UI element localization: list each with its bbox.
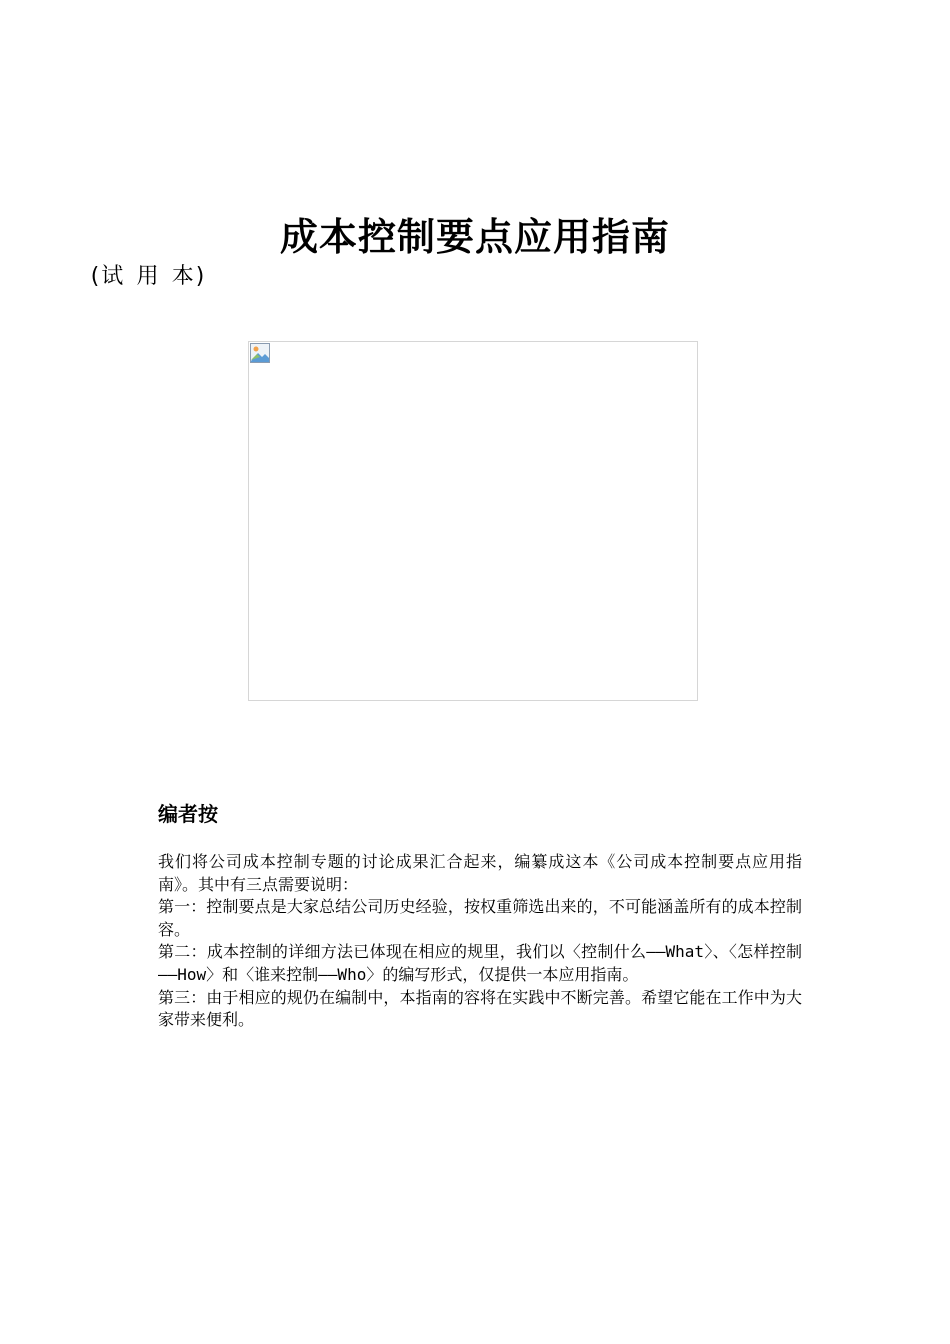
document-subtitle: (试 用 本) — [88, 264, 207, 289]
paragraph: 第一：控制要点是大家总结公司历史经验，按权重筛选出来的，不可能涵盖所有的成本控制容。 — [158, 897, 802, 939]
document-title: 成本控制要点应用指南 — [279, 215, 670, 259]
editor-note-heading: 编者按 — [158, 802, 218, 826]
paragraph: 我们将公司成本控制专题的讨论成果汇合起来，编纂成这本《公司成本控制要点应用指南》。其中有三点需要说明： — [158, 852, 802, 894]
broken-image-icon — [250, 343, 270, 363]
editor-note-body — [158, 851, 802, 1032]
paragraph: 第二：成本控制的详细方法已体现在相应的规里，我们以〈控制什么——What〉、〈怎样控制——How〉和〈谁来控制——Who〉的编写形式，仅提供一本应用指南。 — [158, 942, 802, 984]
paragraph: 第三：由于相应的规仍在编制中，本指南的容将在实践中不断完善。希望它能在工作中为大家带来便利。 — [158, 987, 802, 1030]
image-placeholder — [248, 341, 698, 701]
